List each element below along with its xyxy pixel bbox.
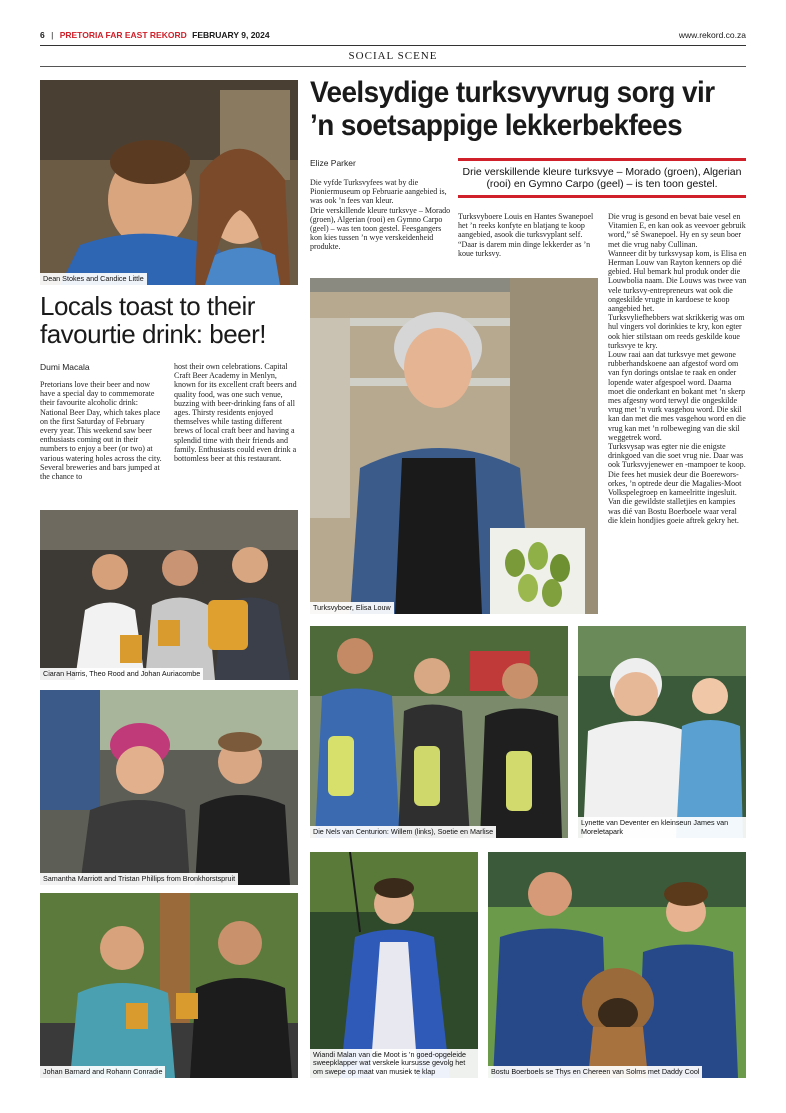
beer-byline: Dumi Macala [40, 362, 90, 372]
main-body-col3: Die vrug is gesond en bevat baie vesel en Vitamien E, en kan ook as veevoer gebruik word,” sê Swanepoel. Hy en sy seun boer met die vrug naby Cullinan. Wanneer dit by turksvysap kom, is Elisa en Herman Louw van Rayton kenners op dié gebied. Hul bemark hul produk onder die Louwbolia naam. Die Louws was twee van vele turksvy-entrepreneurs wat ook die ongeskilde vrugte in kardoese te koop aangebied het. Turksvyliefhebbers wat skrikkerig was om hul vingers vol dorinkies te kry, kon egter ook hier stilstaan om reeds geskilde koue turksvye te kry. Louw raai aan dat turksvye met gewone rubberhandskoene aan afgestof word om van fyn dorings ontslae te raak en onder lopende water afgespoel word. Daarna moet die onderkant en bokant met ’n skerp mes afgesny word terwyl die ongeskilde vrug met ’n vurk vasgehou word. Die skil kan dan met die mes vasgehou word en die vrug kan met ’n rolbeweging van die skil weggetrek word. Turksvysap was egter nie die enigste drinkgoed van die soet vrug nie. Daar was ook Turksvyjenewer en -mampoer te koop. Die fees het musiek deur die Boerewors-orkes, ’n optrede deur die Magalies-Moot Volkspelegroep en kameelritte ingesluit. Van die gewildste stalletjies en kampies was dié van Bostu Boerboele waar veral die klein hondjies goeie aftrek gekry het. [608, 212, 747, 525]
photo-ciaran-theo-johan [40, 510, 298, 680]
header-separator: | [51, 30, 54, 40]
main-body-col1: Die vyfde Turksvyfees wat by die Pioniermuseum op Februarie aangebied is, was ook ’n fees van kleur. Drie verskillende kleure turksvye – Morado (groen), Algerian (rooi) en Gymno Carpo (geel) – was ten toon gestel. Feesgangers kon kies tussen ’n wye verskeidenheid produkte. [310, 178, 451, 252]
caption-johan: Johan Barnard and Rohann Conradie [40, 1066, 165, 1078]
photo-bostu-boerboels [488, 852, 746, 1078]
caption-wiandi: Wiandi Malan van die Moot is ’n goed-opgeleide sweepklapper wat verskele kursusse gevolg het om swepe op maat van musiek te klap [310, 1049, 478, 1078]
publication-name: PRETORIA FAR EAST REKORD [59, 30, 187, 40]
caption-dean: Dean Stokes and Candice Little [40, 273, 147, 285]
issue-date: FEBRUARY 9, 2024 [192, 30, 270, 40]
caption-ciaran: Ciaran Harris, Theo Rood and Johan Auriacombe [40, 668, 203, 680]
photo-dean-candice [40, 80, 298, 285]
photo-samantha-tristan [40, 690, 298, 885]
photo-wiandi-malan [310, 852, 478, 1078]
pull-quote: Drie verskillende kleure turksvye – Morado (groen), Algerian (rooi) en Gymno Carpo (geel) – is ten toon gestel. [462, 166, 742, 190]
caption-bostu: Bostu Boerboels se Thys en Chereen van Solms met Daddy Cool [488, 1066, 702, 1078]
header-rule [40, 45, 746, 46]
caption-elisa: Turksvyboer, Elisa Louw [310, 602, 394, 614]
main-body-col2: Turksvyboere Louis en Hantes Swanepoel het ’n reeks konfyte en blatjang te koop aangebied, asook die turksvyplant self. “Daar is darem min dinge lekkerder as ’n koue turksvy. [458, 212, 594, 258]
page-header [40, 30, 746, 42]
pull-quote-top-rule [458, 158, 746, 161]
pull-quote-bottom-rule [458, 195, 746, 198]
photo-lynette-james [578, 626, 746, 838]
section-rule [40, 66, 746, 67]
photo-elisa-louw [310, 278, 598, 614]
main-byline: Elize Parker [310, 158, 356, 168]
caption-samantha: Samantha Marriott and Tristan Phillips from Bronkhorstspruit [40, 873, 238, 885]
beer-body-col1: Pretorians love their beer and now have a special day to commemorate their favourite alcoholic drink: National Beer Day, which takes place on the first Saturday of February every year. This weekend saw beer enthusiasts coming out in their numbers to enjoy a beer (or two) at various watering holes across the city. Several breweries and bars jumped at the chance to [40, 380, 162, 482]
beer-headline: Locals toast to their favourtie drink: beer! [40, 291, 267, 349]
photo-nels-family [310, 626, 568, 838]
beer-body-col2: host their own celebrations. Capital Craft Beer Academy in Menlyn, known for its excellent craft beers and quality food, was one such venue, buzzing with beer-drinking fans of all ages. Thirsty residents enjoyed themselves while tasting different brews of local craft beer and having a splendid time with their friends and family. Enthusiasts could even drink a bottomless beer at this restaurant. [174, 362, 297, 464]
photo-johan-rohann [40, 893, 298, 1078]
caption-lynette: Lynette van Deventer en kleinseun James van Moreletapark [578, 817, 746, 838]
main-headline: Veelsydige turksvyvrug sorg vir ’n soetsappige lekkerbekfees [310, 76, 715, 142]
section-title: SOCIAL SCENE [348, 50, 438, 62]
caption-nels: Die Nels van Centurion: Willem (links), Soetie en Marlise [310, 826, 496, 838]
page-number: 6 [40, 30, 45, 40]
website-url: www.rekord.co.za [678, 30, 746, 40]
